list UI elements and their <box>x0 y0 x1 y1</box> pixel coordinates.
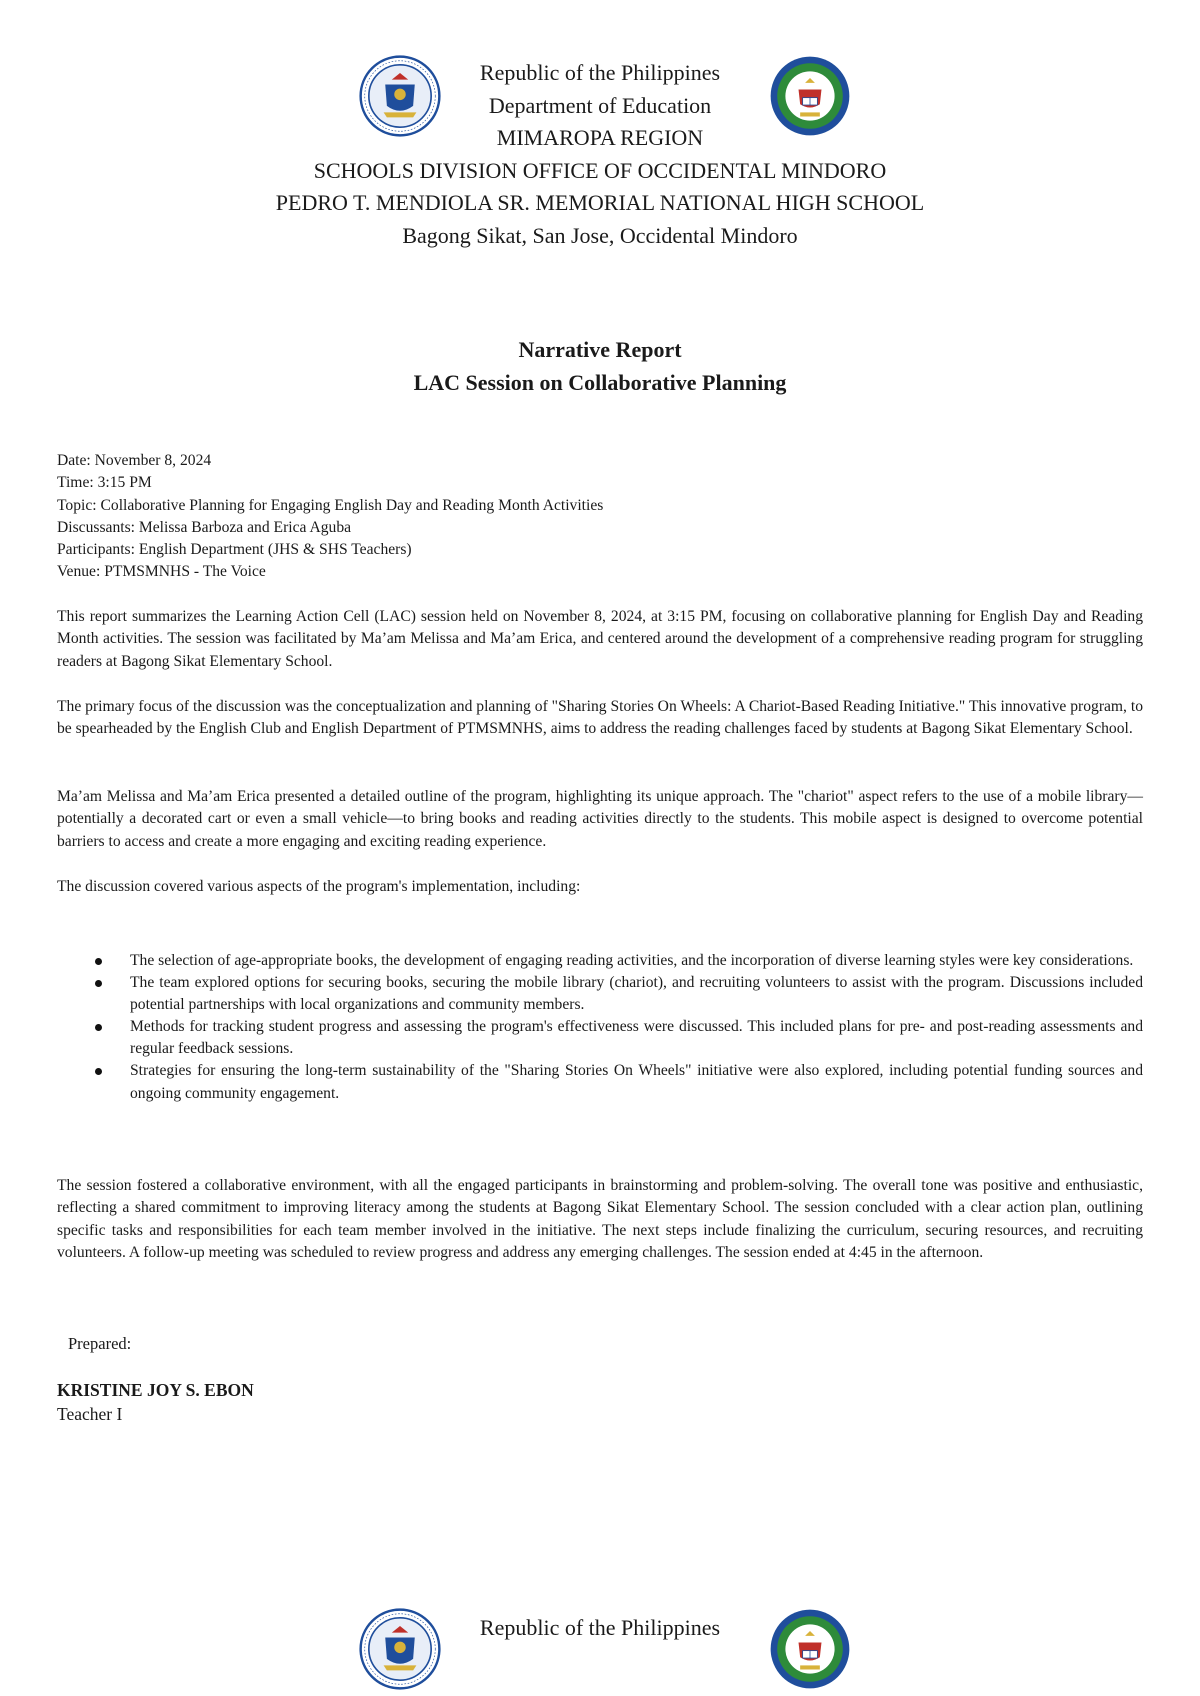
detail-date: Date: November 8, 2024 <box>57 452 212 469</box>
title-line-2: LAC Session on Collaborative Planning <box>413 370 787 395</box>
header-line-region: MIMAROPA REGION <box>496 125 704 150</box>
list-item-text: The team explored options for securing books, securing the mobile library (chariot), and recruiting volunteers to assist with the program. Discussions included potential partnerships with local organizations and community members. <box>130 974 1143 1014</box>
bullet-icon <box>95 1024 102 1031</box>
detail-discussants: Discussants: Melissa Barboza and Erica Aguba <box>57 518 352 536</box>
list-item-text: Strategies for ensuring the long-term sustainability of the "Sharing Stories On Wheels" initiative were also explored, including potential funding sources and ongoing community engagement. <box>130 1062 1143 1102</box>
signer-position: Teacher I <box>57 1404 123 1424</box>
header-line-division: SCHOOLS DIVISION OFFICE OF OCCIDENTAL MINDORO <box>313 157 887 183</box>
letterhead <box>0 57 1200 252</box>
paragraph-program-outline: Ma’am Melissa and Ma’am Erica presented a detailed outline of the program, highlighting its unique approach. The "chariot" aspect refers to the use of a mobile library—potentially a decorated cart or even a small vehicle—to bring books and reading activities directly to the students. This mobile aspect is designed to overcome potential barriers to access and create a more engaging and exciting reading experience. <box>57 788 1143 850</box>
detail-topic: Topic: Collaborative Planning for Engaging English Day and Reading Month Activities <box>57 496 604 514</box>
bullet-icon <box>95 1068 102 1075</box>
paragraph-discussion-intro: The discussion covered various aspects of the program's implementation, including: <box>57 878 581 895</box>
discussion-list <box>57 950 1143 1105</box>
signature-block <box>57 1378 254 1426</box>
header-line-republic: Republic of the Philippines <box>479 60 721 85</box>
session-details <box>57 450 1143 584</box>
list-item <box>57 972 1143 1016</box>
signer-name: KRISTINE JOY S. EBON <box>57 1380 254 1400</box>
list-item-text: The selection of age-appropriate books, the development of engaging reading activities, and the incorporation of diverse learning styles were key considerations. <box>130 952 1134 969</box>
bullet-icon <box>95 958 102 965</box>
paragraph-conclusion: The session fostered a collaborative environment, with all the engaged participants in brainstorming and problem-solving. The overall tone was positive and enthusiastic, reflecting a shared commitment to improving literacy among the students at Bagong Sikat Elementary School. The session concluded with a clear action plan, outlining specific tasks and responsibilities for each team member involved in the initiative. The next steps include finalizing the curriculum, securing resources, and recruiting volunteers. A follow-up meeting was scheduled to review progress and address any emerging challenges. The session ended at 4:45 in the afternoon. <box>57 1177 1143 1261</box>
header-line-department: Department of Education <box>488 92 712 118</box>
next-page-letterhead <box>0 1612 1200 1645</box>
detail-time: Time: 3:15 PM <box>57 474 152 492</box>
detail-venue: Venue: PTMSMNHS - The Voice <box>57 563 266 581</box>
list-item <box>57 950 1143 972</box>
title-line-1: Narrative Report <box>518 337 682 362</box>
paragraph-primary-focus: The primary focus of the discussion was the conceptualization and planning of "Sharing Stories On Wheels: A Chariot-Based Reading Initiative." This innovative program, to be spearheaded by the English Club and English Department of PTMSMNHS, aims to address the reading challenges faced by students at Bagong Sikat Elementary School. <box>57 698 1143 738</box>
report-title <box>0 333 1200 399</box>
paragraph-summary: This report summarizes the Learning Action Cell (LAC) session held on November 8, 2024, at 3:15 PM, focusing on collaborative planning for English Day and Reading Month activities. The session was facilitated by Ma’am Melissa and Ma’am Erica, and centered around the development of a comprehensive reading program for struggling readers at Bagong Sikat Elementary School. <box>57 608 1143 670</box>
header-line-school: PEDRO T. MENDIOLA SR. MEMORIAL NATIONAL HIGH SCHOOL <box>275 190 925 215</box>
next-page-header-line: Republic of the Philippines <box>479 1615 721 1640</box>
bullet-icon <box>95 980 102 987</box>
list-item <box>57 1016 1143 1060</box>
prepared-label: Prepared: <box>68 1334 132 1353</box>
detail-participants: Participants: English Department (JHS & SHS Teachers) <box>57 541 412 559</box>
list-item <box>57 1060 1143 1104</box>
header-line-address: Bagong Sikat, San Jose, Occidental Mindoro <box>402 222 798 248</box>
list-item-text: Methods for tracking student progress and assessing the program's effectiveness were discussed. This included plans for pre- and post-reading assessments and regular feedback sessions. <box>130 1018 1143 1058</box>
